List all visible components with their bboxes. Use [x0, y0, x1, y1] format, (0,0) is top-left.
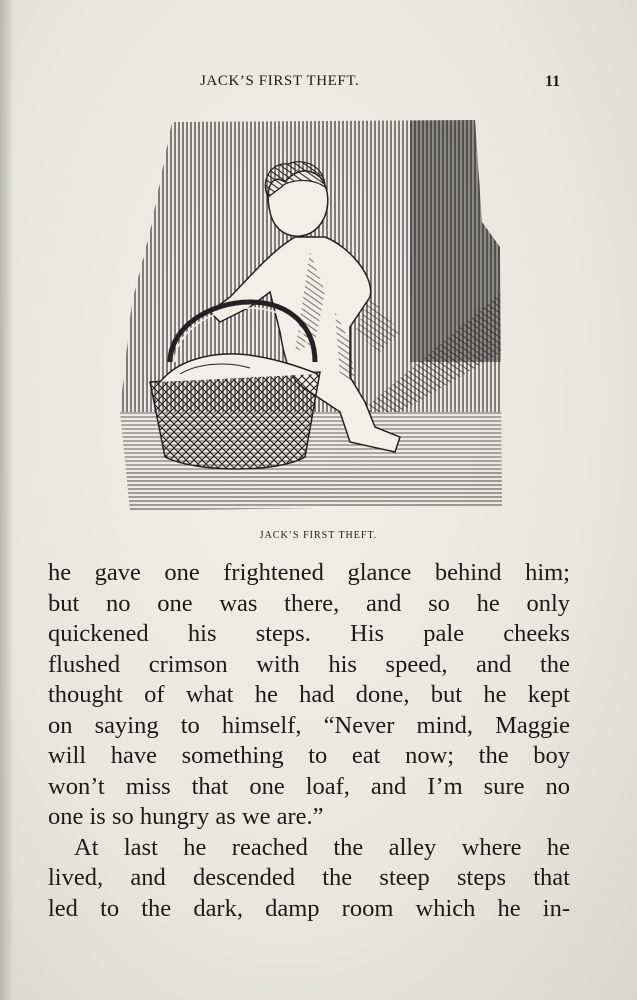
text-line: on saying to himself, “Never mind, Maggie	[48, 711, 570, 739]
running-head	[0, 73, 637, 95]
text-line: but no one was there, and so he only	[48, 589, 570, 617]
page-spine-shadow	[0, 0, 14, 1000]
page-number: 11	[545, 73, 561, 90]
text-line: won’t miss that one loaf, and I’m sure no	[48, 772, 570, 800]
text-line: At last he reached the alley where he	[74, 833, 570, 861]
body-text	[48, 558, 570, 924]
text-line: led to the dark, damp room which he in-	[48, 894, 570, 922]
text-line: thought of what he had done, but he kept	[48, 681, 570, 708]
text-line: one is so hungry as we are.”	[48, 803, 324, 830]
illustration-caption: JACK’S FIRST THEFT.	[259, 530, 378, 541]
engraving-illustration	[110, 112, 506, 520]
text-line: flushed crimson with his speed, and the	[48, 650, 570, 678]
text-line: lived, and descended the steep steps that	[48, 864, 570, 891]
running-title: JACK’S FIRST THEFT.	[200, 73, 360, 89]
text-line: he gave one frightened glance behind him;	[48, 559, 570, 586]
text-line: quickened his steps. His pale cheeks	[48, 620, 570, 647]
text-line: will have something to eat now; the boy	[48, 742, 570, 769]
